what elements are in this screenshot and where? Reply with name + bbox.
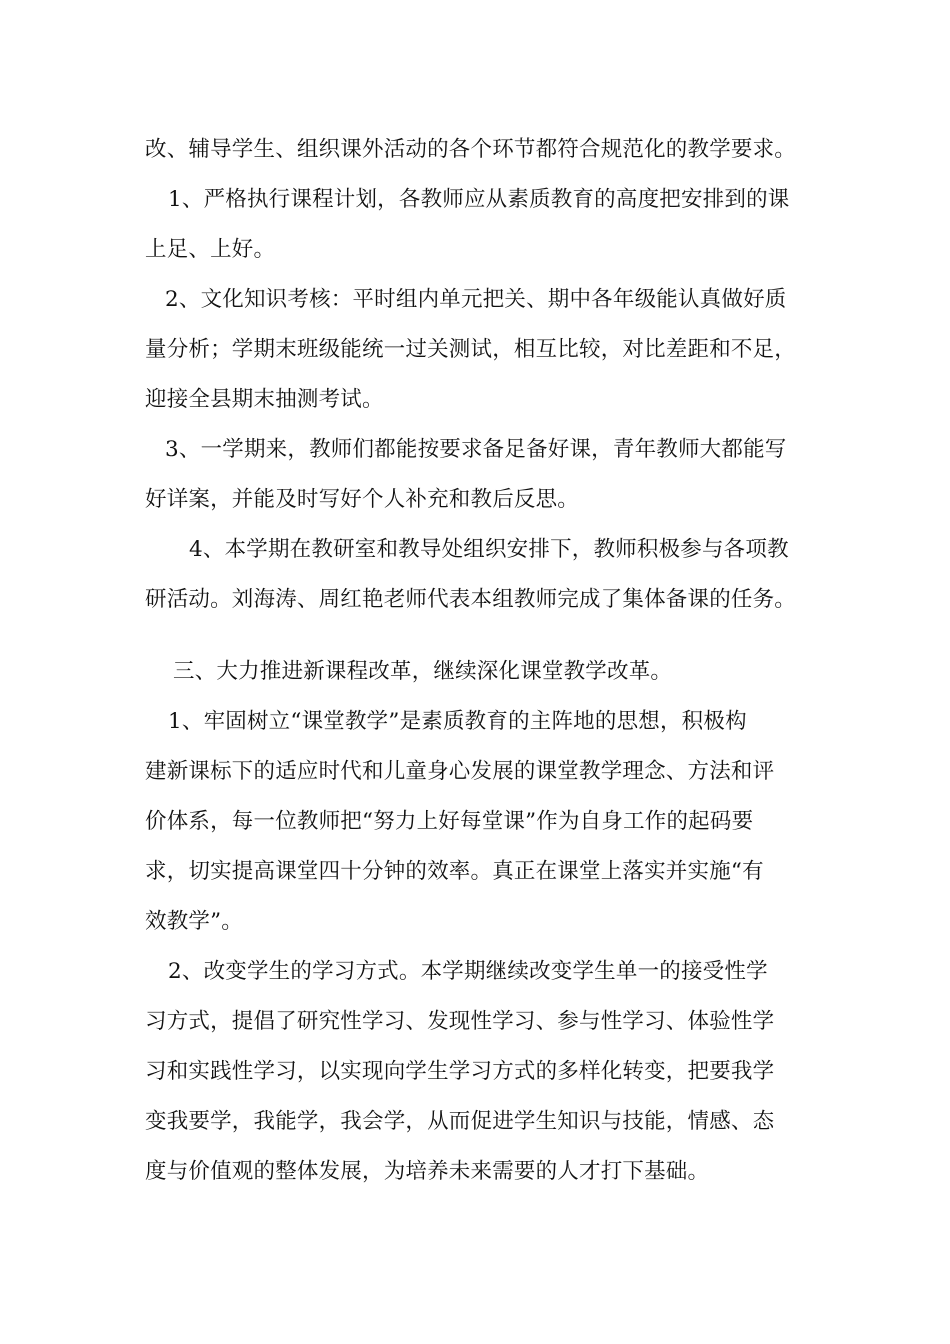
text-line: 2、改变学生的学习方式。本学期继续改变学生单一的接受性学 [168, 959, 768, 984]
section-heading: 三、大力推进新课程改革，继续深化课堂教学改革。 [173, 659, 673, 684]
text-line: 3、一学期来，教师们都能按要求备足备好课，青年教师大都能写 [165, 437, 787, 462]
text-line: 1、牢固树立“课堂教学”是素质教育的主阵地的思想，积极构 [168, 709, 747, 734]
text-line: 效教学”。 [145, 909, 243, 934]
text-line: 建新课标下的适应时代和儿童身心发展的课堂教学理念、方法和评 [145, 759, 775, 784]
text-line: 研活动。刘海涛、周红艳老师代表本组教师完成了集体备课的任务。 [145, 587, 797, 612]
text-line: 习方式，提倡了研究性学习、发现性学习、参与性学习、体验性学 [145, 1009, 775, 1034]
text-line: 度与价值观的整体发展，为培养未来需要的人才打下基础。 [145, 1159, 710, 1184]
text-line: 变我要学，我能学，我会学，从而促进学生知识与技能，情感、态 [145, 1109, 775, 1134]
text-line: 4、本学期在教研室和教导处组织安排下，教师积极参与各项教 [189, 537, 789, 562]
text-line: 迎接全县期末抽测考试。 [145, 387, 384, 412]
text-line: 1、严格执行课程计划，各教师应从素质教育的高度把安排到的课 [168, 187, 790, 212]
text-line: 价体系，每一位教师把“努力上好每堂课”作为自身工作的起码要 [145, 809, 754, 834]
text-line: 2、文化知识考核：平时组内单元把关、期中各年级能认真做好质 [165, 287, 787, 312]
text-line: 好详案，并能及时写好个人补充和教后反思。 [145, 487, 580, 512]
text-line: 上足、上好。 [145, 237, 276, 262]
text-line: 习和实践性学习，以实现向学生学习方式的多样化转变，把要我学 [145, 1059, 775, 1084]
text-line: 求，切实提高课堂四十分钟的效率。真正在课堂上落实并实施“有 [145, 859, 764, 884]
text-line: 改、辅导学生、组织课外活动的各个环节都符合规范化的教学要求。 [145, 137, 797, 162]
text-line: 量分析；学期末班级能统一过关测试，相互比较，对比差距和不足， [145, 337, 797, 362]
